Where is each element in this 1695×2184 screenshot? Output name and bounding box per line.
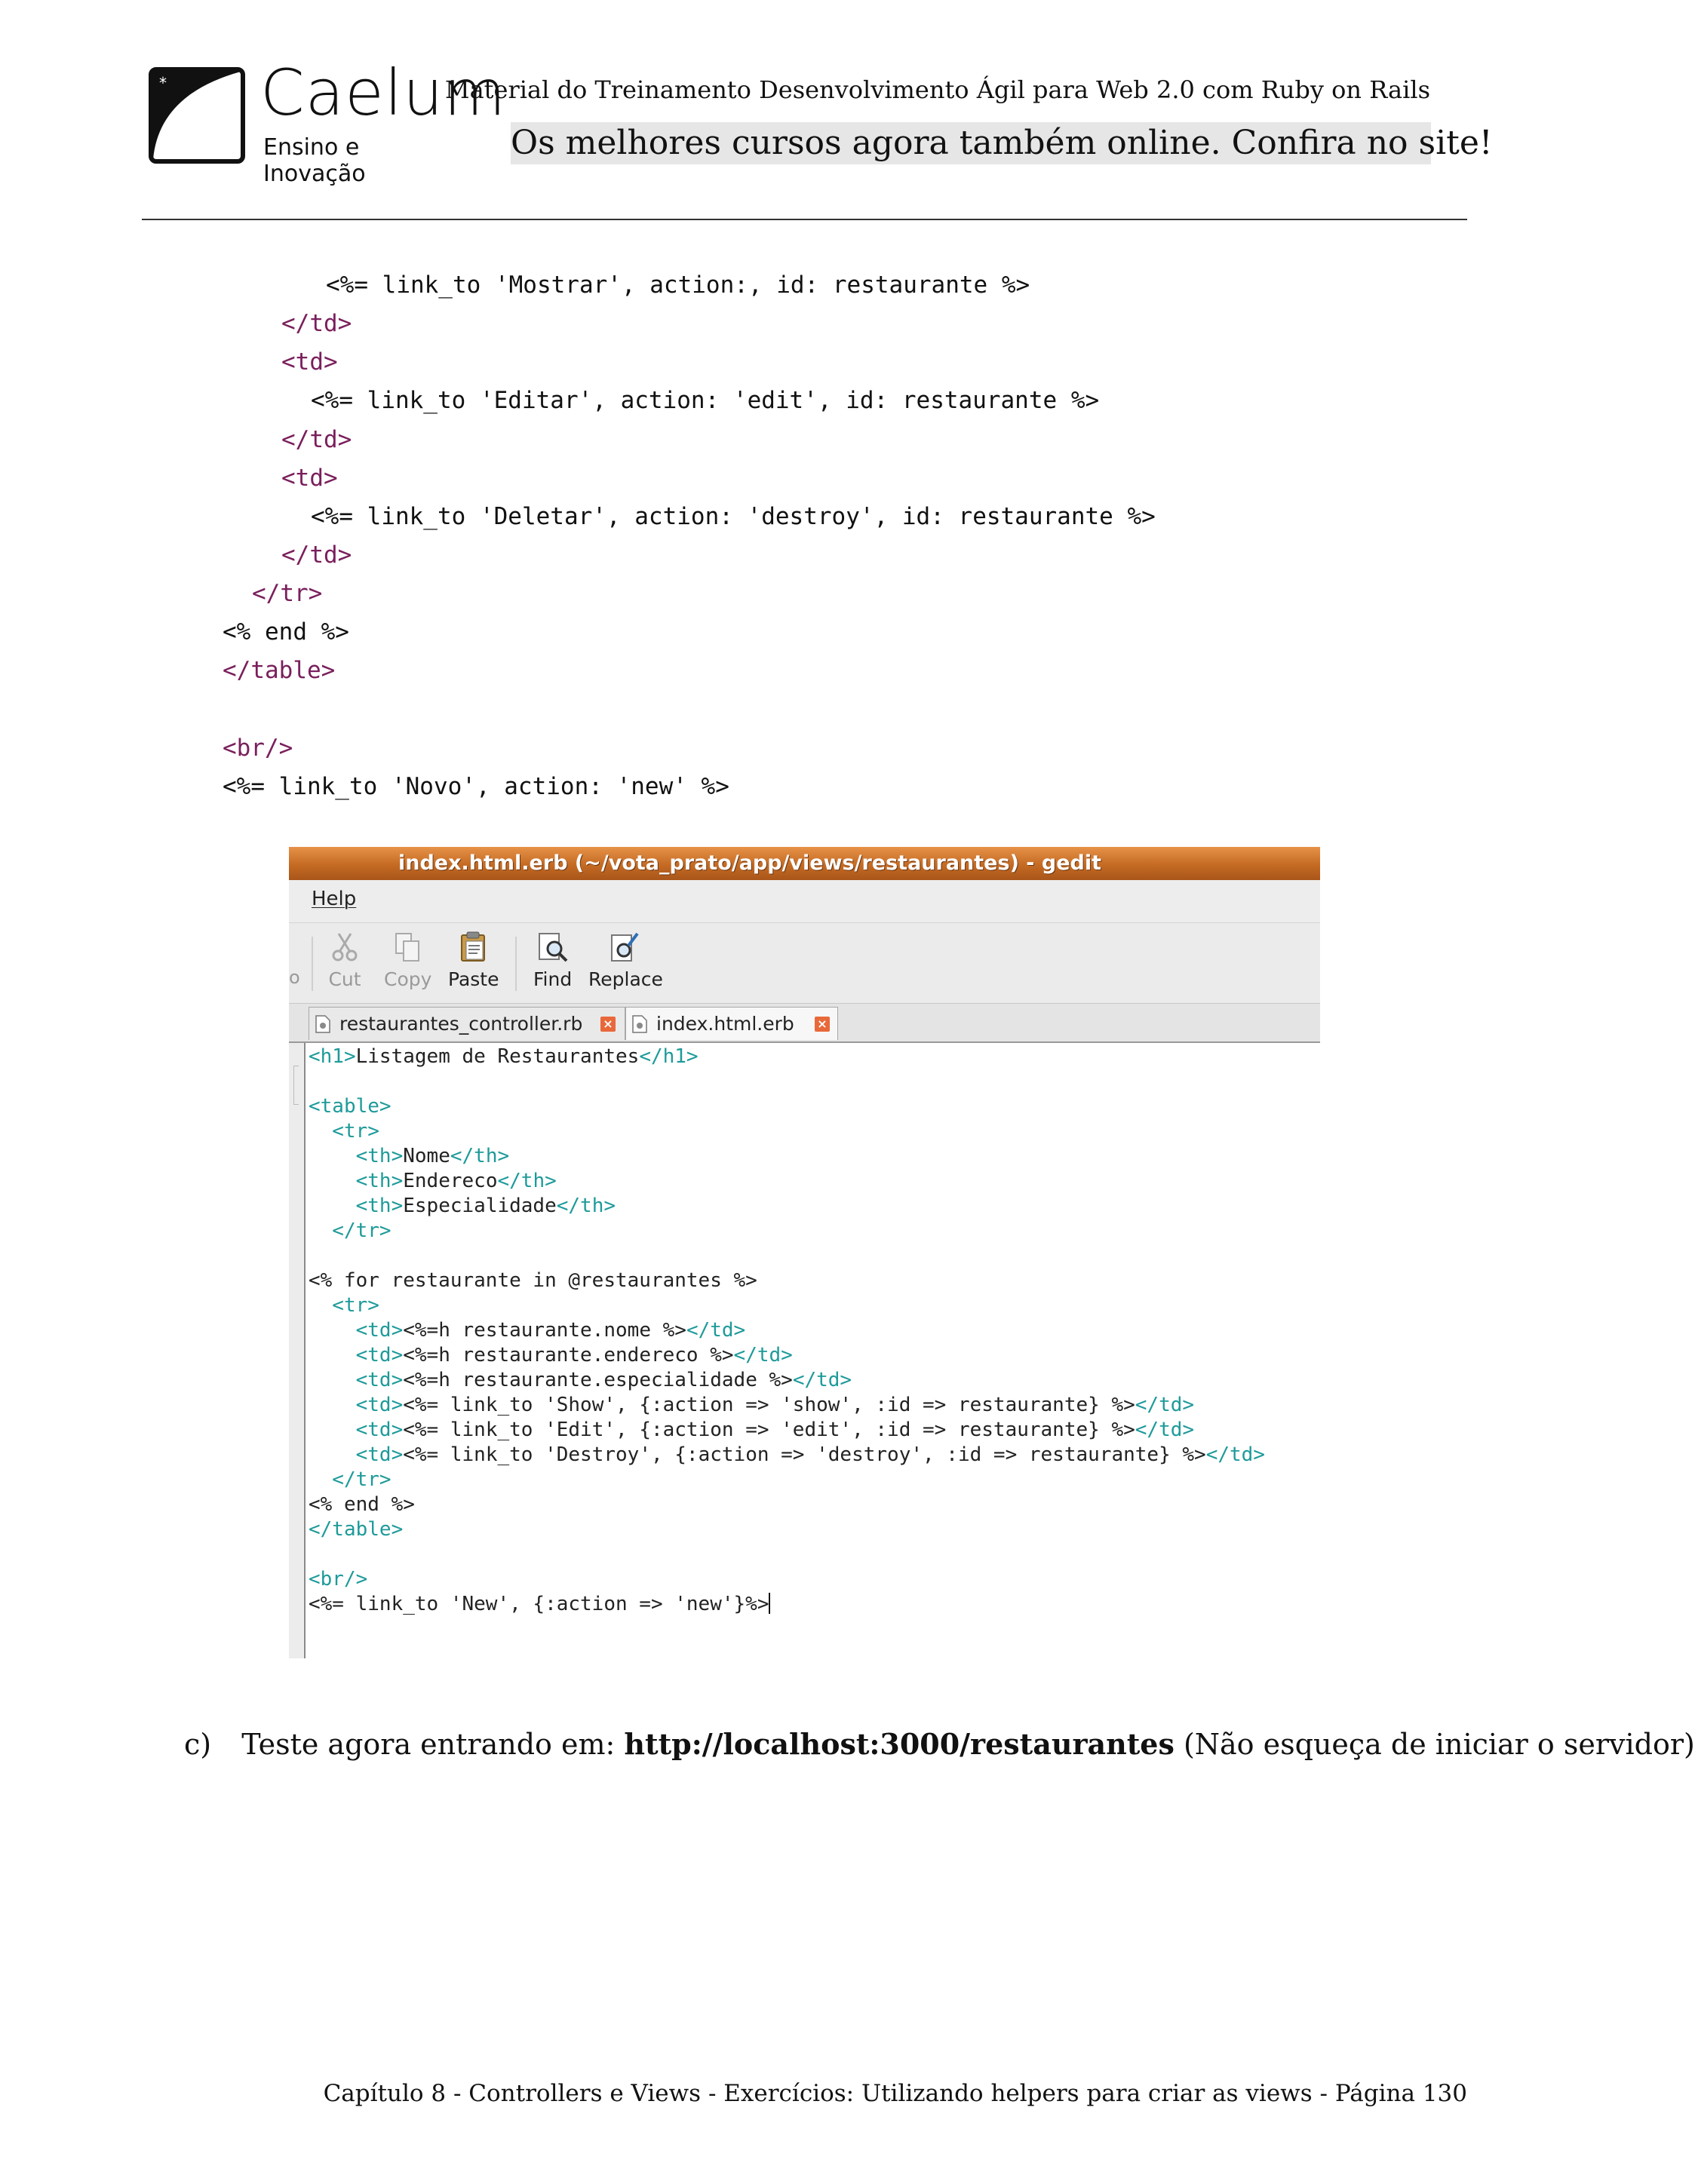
editor-line: <td><%=h restaurante.nome %></td> [355,1319,746,1342]
cut-button[interactable] [328,931,361,990]
editor-line: </table> [309,1518,404,1541]
editor-line: <td><%= link_to 'Destroy', {:action => 'destroy', :id => restaurante} %></td> [355,1443,1265,1466]
exercise-url[interactable]: http://localhost:3000/restaurantes [624,1727,1175,1761]
caelum-logo [149,56,507,187]
logo-name: Caelum [260,56,507,130]
tab-index-html-erb[interactable] [625,1007,838,1040]
editor-line-text: <%= link_to 'New', {:action => 'new'}%> [309,1593,769,1615]
document-icon [632,1015,647,1033]
document-title: Material do Treinamento Desenvolvimento Ágil para Web 2.0 com Ruby on Rails [444,75,1430,104]
exercise-marker: c) [184,1728,212,1761]
editor-line: <td><%=h restaurante.endereco %></td> [355,1344,793,1367]
cut-label: Cut [328,968,361,990]
tab-restaurantes-controller[interactable] [309,1007,625,1040]
paste-label: Paste [448,968,499,990]
code-line: </table> [223,657,336,684]
exercise-item-c [184,1727,1695,1761]
editor-line: <th>Nome</th> [355,1145,510,1167]
document-tabs [289,1004,1320,1043]
editor-line: <h1>Listagem de Restaurantes</h1> [309,1045,699,1068]
editor-line: <table> [309,1095,392,1118]
close-icon[interactable]: × [815,1017,830,1032]
editor-line [309,1592,770,1617]
menu-help[interactable]: Help [312,888,357,910]
code-line: </tr> [252,580,323,607]
code-line: </td> [281,426,352,453]
tab-label: restaurantes_controller.rb [339,1013,583,1035]
editor-line: <th>Especialidade</th> [355,1195,616,1217]
code-line: <% end %> [223,618,349,646]
editor-line: <td><%= link_to 'Show', {:action => 'show', :id => restaurante} %></td> [355,1394,1195,1416]
code-line: <td> [281,465,338,492]
gedit-window [289,847,1320,1658]
logo-tagline: Ensino e Inovação [263,134,366,187]
copy-label: Copy [384,968,432,990]
toolbar-separator [515,937,517,991]
copy-button[interactable] [384,931,431,990]
editor-line: <br/> [309,1568,368,1590]
toolbar-clipped-label: o [289,967,300,988]
document-icon [315,1015,330,1033]
code-line: </td> [281,541,352,569]
promo-banner: Os melhores cursos agora também online. Confira no site! [511,122,1431,164]
close-icon[interactable]: × [600,1017,616,1032]
code-line: <%= link_to 'Editar', action: 'edit', id: restaurante %> [311,387,1100,414]
code-line: <td> [281,348,338,376]
page-footer: Capítulo 8 - Controllers e Views - Exercícios: Utilizando helpers para criar as views - Página 130 [323,2080,1467,2107]
editor-line: <td><%= link_to 'Edit', {:action => 'edit', :id => restaurante} %></td> [355,1419,1195,1441]
exercise-lead: Teste agora entrando em: [241,1728,625,1761]
tab-label: index.html.erb [656,1013,794,1035]
left-panel-edge [289,1043,302,1658]
toolbar-separator [312,937,313,991]
window-title: index.html.erb (~/vota_prato/app/views/restaurantes) - gedit [398,851,1102,875]
svg-text:*: * [159,74,167,92]
toolbar [289,923,1320,1004]
code-line: <%= link_to 'Deletar', action: 'destroy', id: restaurante %> [311,503,1156,530]
code-line: <%= link_to 'Novo', action: 'new' %> [223,773,729,800]
replace-button[interactable] [588,931,663,990]
editor-line: </tr> [309,1468,392,1491]
paste-button[interactable] [448,931,499,990]
text-cursor [769,1593,770,1614]
find-button[interactable] [533,931,572,990]
scissors-icon [328,931,361,964]
code-line: <br/> [223,735,293,762]
exercise-note: (Não esqueça de iniciar o servidor) [1174,1728,1695,1761]
editor-line: <tr> [309,1294,379,1317]
code-line: <%= link_to 'Mostrar', action:, id: restaurante %> [326,271,1030,299]
replace-label: Replace [588,968,663,990]
find-label: Find [533,968,573,990]
code-line: </td> [281,310,352,337]
editor-line: <td><%=h restaurante.especialidade %></td> [355,1369,852,1391]
replace-icon [609,931,642,964]
editor-line: </tr> [309,1219,392,1242]
editor-line: <th>Endereco</th> [355,1170,557,1192]
copy-icon [392,931,425,964]
paste-icon [457,931,490,964]
menu-bar [289,880,1320,923]
text-editor[interactable] [304,1043,1322,1658]
find-icon [536,931,570,964]
editor-line: <% end %> [309,1493,415,1516]
logo-mark-icon [149,67,245,164]
window-titlebar[interactable] [289,847,1320,880]
editor-line: <tr> [309,1120,379,1143]
header-divider [142,219,1467,220]
editor-line: <% for restaurante in @restaurantes %> [309,1269,757,1292]
panel-handle [293,1066,299,1105]
